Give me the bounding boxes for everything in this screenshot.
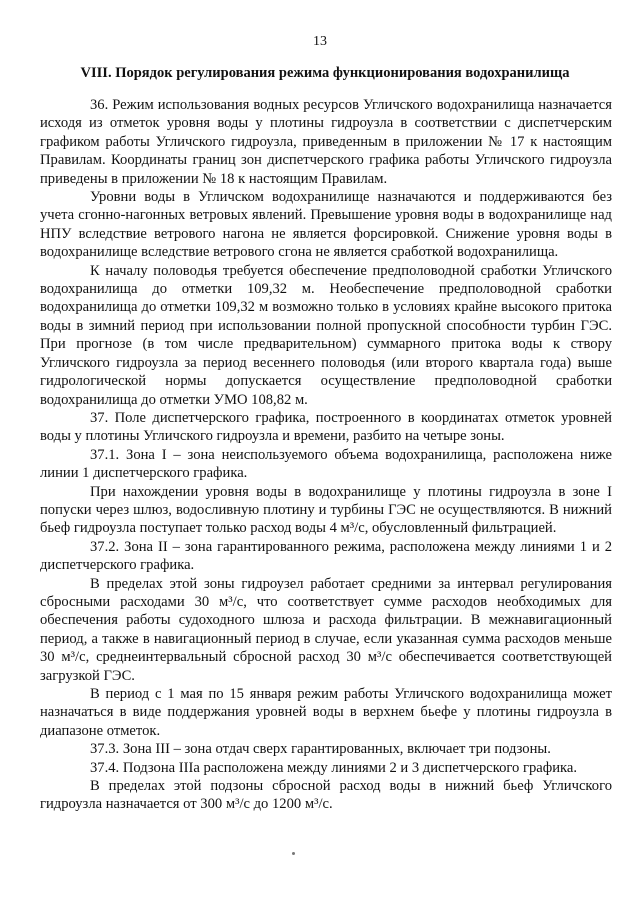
- paragraph-37-3: 37.3. Зона III – зона отдач сверх гарантированных, включает три подзоны.: [90, 741, 551, 758]
- paragraph-water-levels: Уровни воды в Угличском водохранилище назначаются и поддерживаются без учета сгонно-нагонных ветровых явлений. Превышение уровня воды в водохранилище над НПУ вследствие ветрового нагона не является форсировкой. Снижение уровня воды в водохранилище вследствие ветрового сгона не является сработкой водохранилища.: [40, 189, 612, 261]
- paragraph-37: 37. Поле диспетчерского графика, построенного в координатах отметок уровней воды у плотины Угличского гидроузла и времени, разбито на четыре зоны.: [40, 409, 612, 445]
- paragraph-37-4: 37.4. Подзона IIIа расположена между линиями 2 и 3 диспетчерского графика.: [90, 759, 577, 776]
- paragraph-subzone-3a-detail: В пределах этой подзоны сбросной расход воды в нижний бьеф Угличского гидроузла назначается от 300 м³/с до 1200 м³/с.: [40, 778, 612, 813]
- paragraph-zone-2-detail: В пределах этой зоны гидроузел работает средними за интервал регулирования сбросными расходами 30 м³/с, что соответствует сумме расходов необходимых для обеспечения работы судоходного шлюза и расхода фильтрации. В межнавигационный период, а также в навигационный период в случае, если указанная сумма расходов меньше 30 м³/с, среднеинтервальный сбросной расход 30 м³/с обеспечивается соответствующей загрузкой ГЭС.: [40, 575, 612, 684]
- paragraph-zone-1-detail: При нахождении уровня воды в водохранилище у плотины гидроузла в зоне I попуски через шлюз, водосливную плотину и турбины ГЭС не осуществляются. В нижний бьеф гидроузла поступает только расход воды 4 м³/с, обусловленный фильтрацией.: [40, 483, 612, 537]
- section-heading: VIII. Порядок регулирования режима функционирования водохранилища: [80, 65, 570, 81]
- paragraph-may-january: В период с 1 мая по 15 января режим работы Угличского водохранилища может назначаться в виде поддержания уровней воды в верхнем бьефе у плотины гидроузла в диапазоне отметок.: [40, 686, 612, 739]
- paragraph-37-2: 37.2. Зона II – зона гарантированного режима, расположена между линиями 1 и 2 диспетчерского графика.: [40, 538, 612, 574]
- paragraph-36: 36. Режим использования водных ресурсов Угличского водохранилища назначается исходя из отметок уровня воды у плотины гидроузла в соответствии с диспетчерским графиком работы Угличского гидроузла, приведенным в приложении № 17 к настоящим Правилам. Координаты границ зон диспетчерского графика работы Угличского гидроузла приведены в приложении № 18 к настоящим Правилам.: [40, 97, 612, 187]
- page-number: 13: [313, 34, 327, 49]
- paragraph-37-1: 37.1. Зона I – зона неиспользуемого объема водохранилища, расположена ниже линии 1 диспетчерского графика.: [40, 446, 612, 482]
- paragraph-flood-drawdown: К началу половодья требуется обеспечение предполоводной сработки Угличского водохранилища до отметки 109,32 м. Необеспечение предполоводной сработки водохранилища до отметки 109,32 м возможно только в условиях крайне высокого притока воды в зимний период при использовании полной пропускной способности турбин ГЭС. При прогнозе (в том числе предварительном) суммарного притока воды к створу Угличского гидроузла за период весеннего половодья (или второго квартала года) выше гидрологической нормы допускается осуществление предполоводной сработки водохранилища до отметки УМО 108,82 м.: [40, 262, 612, 408]
- scan-dot-mark: [292, 852, 295, 855]
- document-body: [40, 96, 612, 814]
